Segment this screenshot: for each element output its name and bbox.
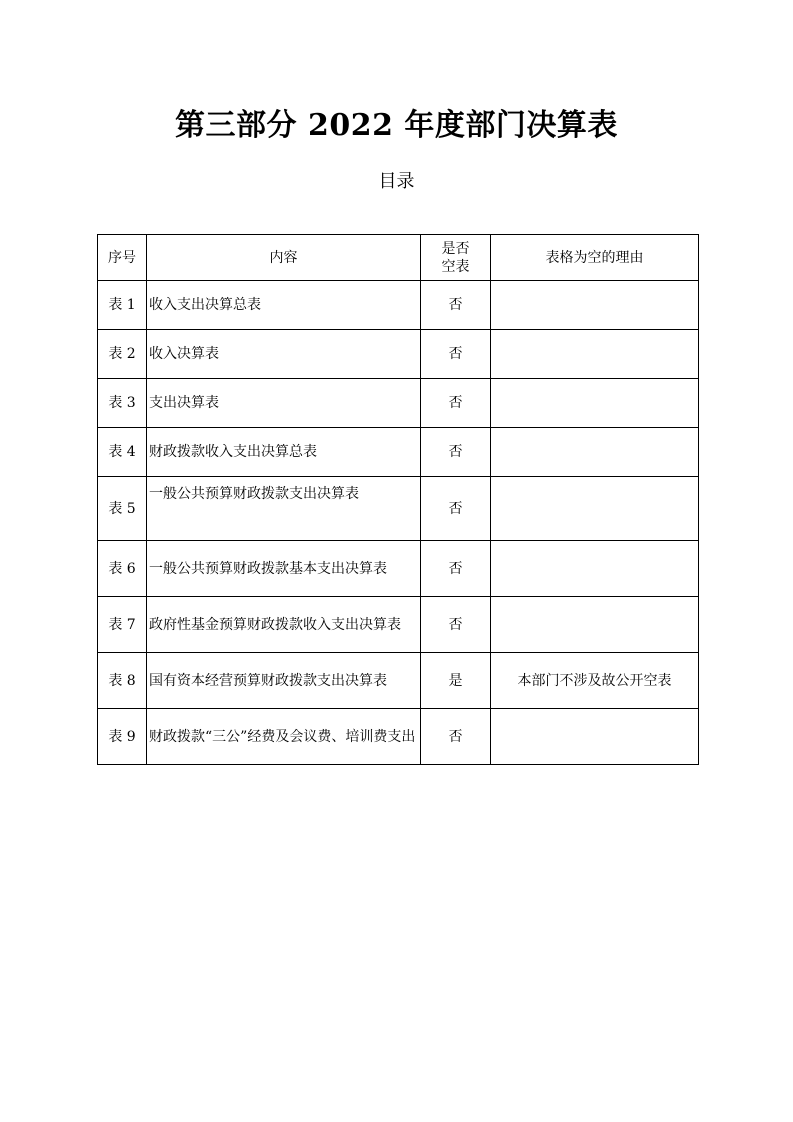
row-reason (491, 330, 699, 379)
row-is-empty: 否 (421, 281, 491, 330)
row-reason (491, 477, 699, 541)
table-row (98, 330, 699, 379)
header-is-empty-line2: 空表 (441, 258, 470, 275)
header-index: 序号 (98, 235, 147, 281)
row-index: 表 1 (98, 281, 147, 330)
row-is-empty: 否 (421, 379, 491, 428)
row-index: 表 7 (98, 597, 147, 653)
row-is-empty: 否 (421, 541, 491, 597)
row-index: 表 4 (98, 428, 147, 477)
row-content: 一般公共预算财政拨款支出决算表 (147, 477, 421, 541)
row-index: 表 9 (98, 709, 147, 765)
table-row (98, 477, 699, 541)
row-content: 收入支出决算总表 (147, 281, 421, 330)
row-is-empty: 否 (421, 709, 491, 765)
row-is-empty: 否 (421, 597, 491, 653)
table-row (98, 653, 699, 709)
row-index: 表 2 (98, 330, 147, 379)
row-reason (491, 541, 699, 597)
row-reason: 本部门不涉及故公开空表 (491, 653, 699, 709)
row-reason (491, 428, 699, 477)
row-is-empty: 否 (421, 428, 491, 477)
row-is-empty: 否 (421, 330, 491, 379)
row-index: 表 5 (98, 477, 147, 541)
row-reason (491, 281, 699, 330)
table-row (98, 281, 699, 330)
page-title: 第三部分 2022 年度部门决算表 (175, 108, 618, 143)
row-content: 收入决算表 (147, 330, 421, 379)
row-content: 财政拨款收入支出决算总表 (147, 428, 421, 477)
row-index: 表 8 (98, 653, 147, 709)
header-reason: 表格为空的理由 (491, 235, 699, 281)
row-is-empty: 否 (421, 477, 491, 541)
row-reason (491, 379, 699, 428)
contents-table (97, 234, 699, 765)
header-content: 内容 (147, 235, 421, 281)
page-subtitle: 目录 (378, 171, 415, 192)
table-row (98, 428, 699, 477)
row-index: 表 3 (98, 379, 147, 428)
row-content: 财政拨款“三公”经费及会议费、培训费支出 (147, 709, 421, 765)
table-row (98, 541, 699, 597)
table-header-row (98, 235, 699, 281)
row-reason (491, 709, 699, 765)
row-reason (491, 597, 699, 653)
header-is-empty (421, 235, 491, 281)
row-content: 政府性基金预算财政拨款收入支出决算表 (147, 597, 421, 653)
row-is-empty: 是 (421, 653, 491, 709)
table-row (98, 597, 699, 653)
table-row (98, 379, 699, 428)
header-is-empty-line1: 是否 (441, 240, 470, 257)
row-content: 支出决算表 (147, 379, 421, 428)
row-index: 表 6 (98, 541, 147, 597)
table-row (98, 709, 699, 765)
row-content: 国有资本经营预算财政拨款支出决算表 (147, 653, 421, 709)
row-content: 一般公共预算财政拨款基本支出决算表 (147, 541, 421, 597)
